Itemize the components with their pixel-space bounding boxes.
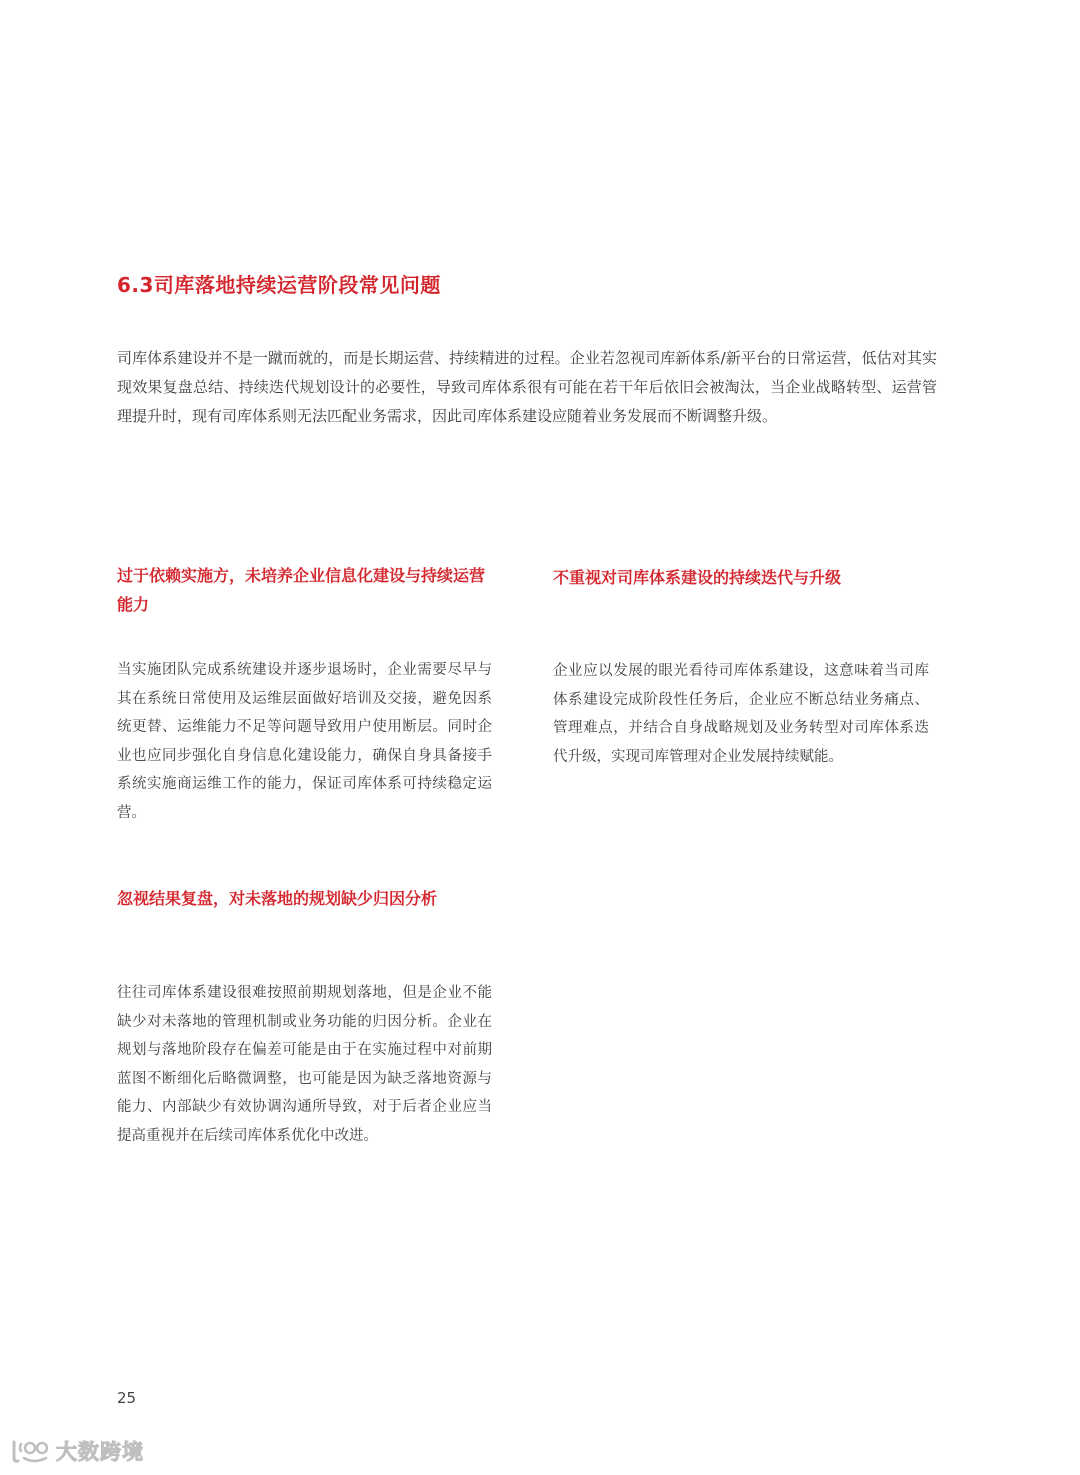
section-title: 6.3司库落地持续运营阶段常见问题 xyxy=(117,273,441,297)
issue-heading-review: 忽视结果复盘，对未落地的规划缺少归因分析 xyxy=(117,889,438,908)
issue-text-dependence: 当实施团队完成系统建设并逐步退场时，企业需要尽早与其在系统日常使用及运维层面做好培训及交接，避免因系统更替、运维能力不足等问题导致用户使用断层。同时企业也应同步强化自身信息化建设能力，确保自身具备接手系统实施商运维工作的能力，保证司库体系可持续稳定运营。 xyxy=(117,662,492,821)
issue-heading-iteration: 不重视对司库体系建设的持续迭代与升级 xyxy=(553,568,842,587)
intro-paragraph: 司库体系建设并不是一蹴而就的，而是长期运营、持续精进的过程。企业若忽视司库新体系/新平台的日常运营，低估对其实现效果复盘总结、持续迭代规划设计的必要性，导致司库体系很有可能在若干年后依旧会被淘汰，当企业战略转型、运营管理提升时，现有司库体系则无法匹配业务需求，因此司库体系建设应随着业务发展而不断调整升级。 xyxy=(117,349,937,425)
issue-text-review: 往往司库体系建设很难按照前期规划落地，但是企业不能缺少对未落地的管理机制或业务功能的归因分析。企业在规划与落地阶段存在偏差可能是由于在实施过程中对前期蓝图不断细化后略微调整，也可能是因为缺乏落地资源与能力、内部缺少有效协调沟通所导致，对于后者企业应当提高重视并在后续司库体系优化中改进。 xyxy=(117,985,492,1144)
issue-heading-dependence: 过于依赖实施方，未培养企业信息化建设与持续运营能力 xyxy=(117,566,486,614)
watermark-text: 大数跨境 xyxy=(56,1440,144,1464)
issue-text-iteration: 企业应以发展的眼光看待司库体系建设，这意味着当司库体系建设完成阶段性任务后，企业应不断总结业务痛点、管理难点，并结合自身战略规划及业务转型对司库体系迭代升级，实现司库管理对企业发展持续赋能。 xyxy=(553,663,929,765)
page-number: 25 xyxy=(117,1389,137,1407)
brand-logo-icon xyxy=(8,1436,52,1466)
watermark xyxy=(8,1436,144,1466)
